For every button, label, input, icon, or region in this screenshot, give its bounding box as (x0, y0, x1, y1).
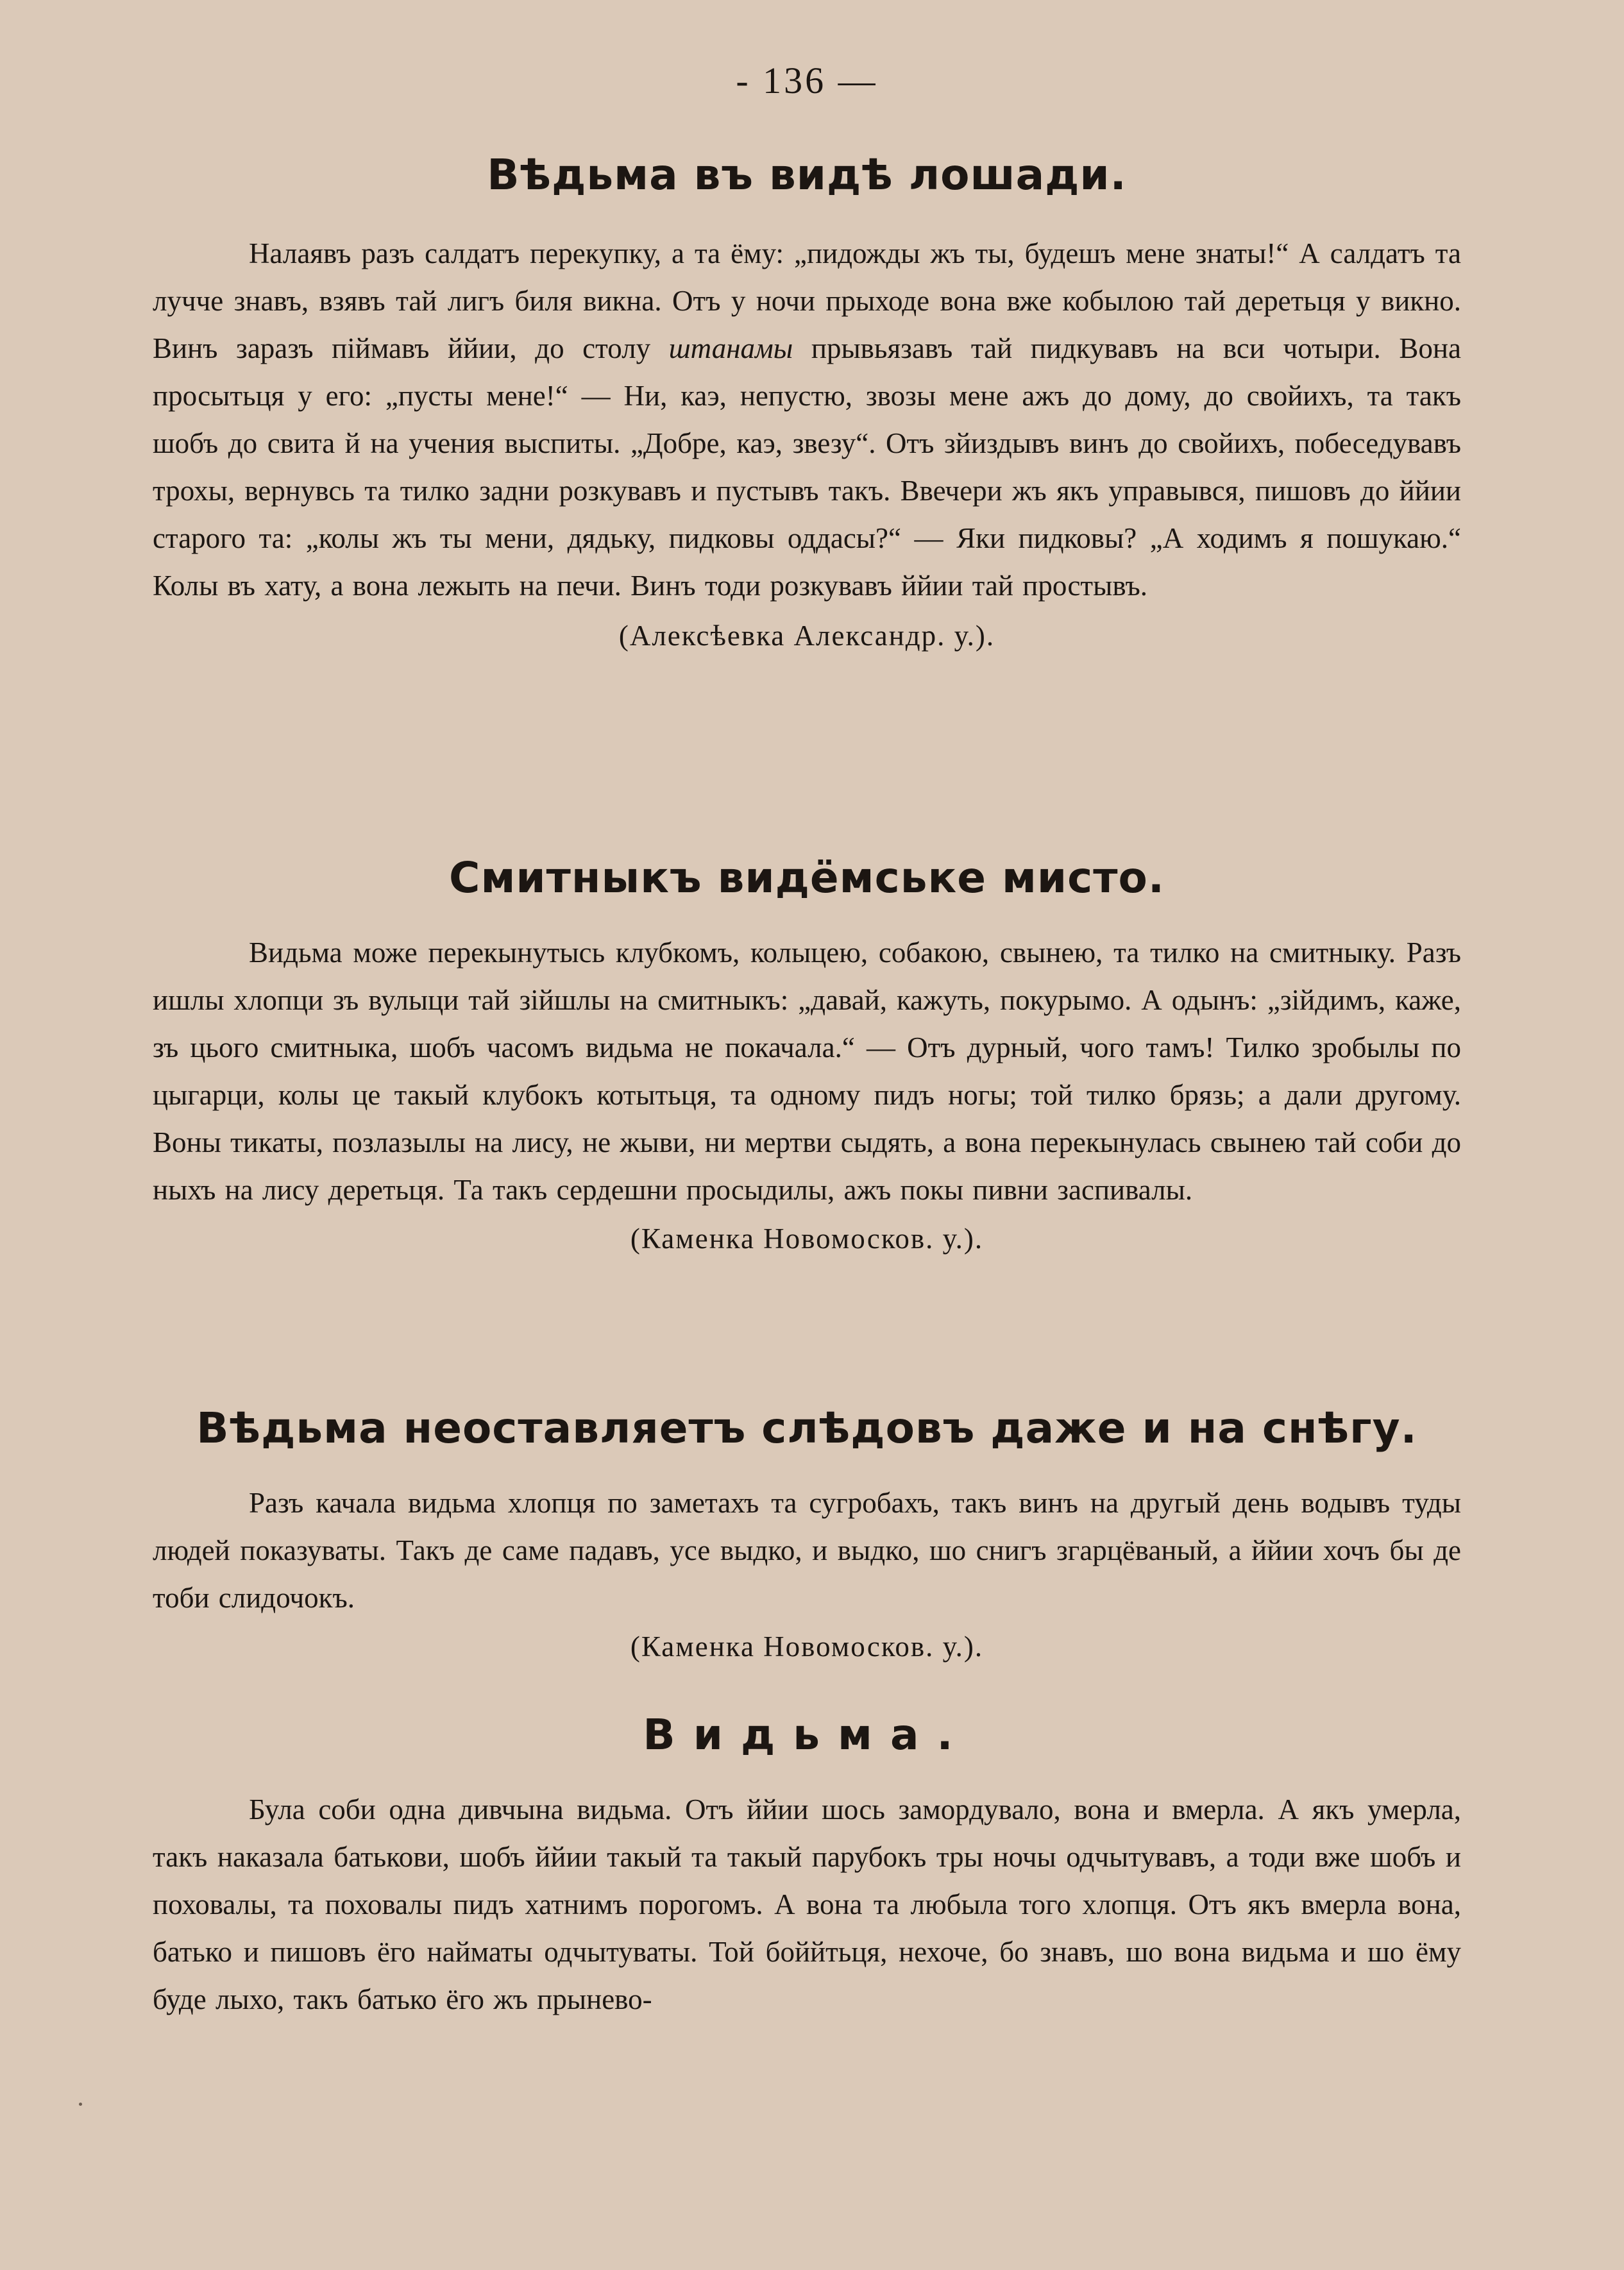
section-body (153, 230, 1461, 609)
section-heading: Смитныкъ видёмське мисто. (449, 853, 1165, 902)
print-speck (79, 2103, 82, 2106)
source-note: (Алексѣевка Александр. у.). (618, 620, 995, 652)
source-note: (Каменка Новомосков. у.). (630, 1631, 984, 1663)
page-number: - 136 — (736, 60, 878, 101)
section-heading: Вѣдьма неоставляетъ слѣдовъ даже и на снѣгу. (196, 1403, 1417, 1453)
body-emphasis: штанамы (668, 332, 793, 364)
body-text-part: Налаявъ разъ салдатъ перекупку, а та ёму: „пидожды жъ ты, будешъ мене знаты!“ А салдатъ та лучче знавъ, взявъ тай лигъ биля викна. Отъ у ночи прыходе вона вже кобылою тай деретьця у викно. Винъ заразъ піймавъ ййии, до столу (153, 237, 1461, 364)
source-note: (Каменка Новомосков. у.). (630, 1223, 984, 1255)
section-dump-witch-place (153, 849, 1461, 1262)
section-witch (153, 1706, 1461, 2023)
section-body: Разъ качала видьма хлопця по заметахъ та сугробахъ, такъ винъ на другый день водывъ туды людей показуваты. Такъ де саме падавъ, усе выдко, и выдко, шо снигъ згарцёваный, а ййии хочъ бы де тоби слидочокъ. (153, 1487, 1461, 1614)
section-heading: Видьма. (643, 1710, 971, 1759)
section-body: Була соби одна дивчына видьма. Отъ ййии шось замордувало, вона и вмерла. А якъ умерла, такъ наказала батькови, шобъ ййии такый та такый парубокъ тры ночы одчытувавъ, а тоди вже шобъ и поховалы, та поховалы пидъ хатнимъ порогомъ. А вона та любыла того хлопця. Отъ якъ вмерла вона, батько и пишовъ ёго найматы одчытуваты. Той боййтьця, нехоче, бо знавъ, шо вона видьма и шо ёму буде лыхо, такъ батько ёго жъ прынево- (153, 1793, 1461, 2015)
section-body: Видьма може перекынутысь клубкомъ, колыцею, собакою, свынею, та тилко на смитныку. Разъ ишлы хлопци зъ вулыци тай зійшлы на смитныкъ: „давай, кажуть, покурымо. А одынъ: „зійдимъ, каже, зъ цього смитныка, шобъ часомъ видьма не покачала.“ — Отъ дурный, чого тамъ! Тилко зробылы по цыгарци, колы це такый клубокъ котытьця, та одному пидъ ногы; той тилко брязь; а дали другому. Воны тикаты, позлазылы на лису, не жыви, ни мертви сыдять, а вона перекынулась свынею тай соби до ныхъ на лису деретьця. Та такъ сердешни просыдилы, ажъ покы пивни заспивалы. (153, 936, 1461, 1206)
book-page (153, 0, 1461, 2270)
section-witch-as-horse (153, 146, 1461, 659)
section-heading: Вѣдьма въ видѣ лошади. (487, 150, 1127, 199)
body-text-part: прывьязавъ тай пидкувавъ на вси чотыри. Вона просытьця у его: „пусты мене!“ — Ни, каэ, непустю, звозы мене ажъ до дому, до свойихъ, та такъ шобъ до свита й на учения выспиты. „Добре, каэ, звезу“. Отъ зйиздывъ винъ до свойихъ, побеседувавъ трохы, вернувсь та тилко задни розкувавъ и пустывъ такъ. Ввечери жъ якъ управывся, пишовъ до ййии старого та: „колы жъ ты мени, дядьку, пидковы оддасы?“ — Яки пидковы? „А ходимъ я пошукаю.“ Колы въ хату, а вона лежыть на печи. Винъ тоди розкувавъ ййии тай простывъ. (153, 332, 1461, 602)
section-witch-no-tracks (153, 1400, 1461, 1670)
